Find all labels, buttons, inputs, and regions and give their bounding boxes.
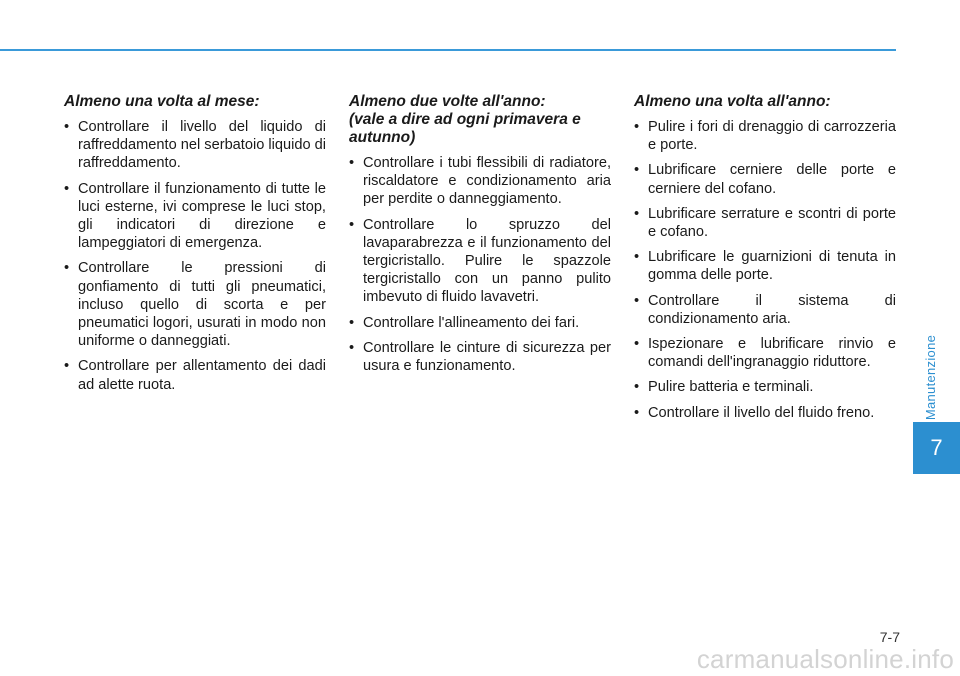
- checklist: [634, 118, 896, 422]
- list-item: • Controllare il sistema di condizionamento aria.: [634, 292, 896, 328]
- column-monthly: [64, 93, 326, 401]
- watermark: carmanualsonline.info: [696, 644, 954, 674]
- section-heading: Almeno una volta all'anno:: [634, 93, 831, 110]
- chapter-tab: [913, 422, 960, 474]
- section-side-label: [919, 330, 943, 424]
- checklist: [349, 154, 611, 375]
- list-item: • Controllare il funzionamento di tutte le luci esterne, ivi comprese le luci stop, gli indicatori di direzione e lampeggiatori di emergenza.: [64, 180, 326, 253]
- list-item: • Controllare per allentamento dei dadi ad alette ruota.: [64, 357, 326, 393]
- section-heading: Almeno due volte all'anno: (vale a dire ad ogni primavera e autunno): [349, 93, 581, 146]
- list-item: • Controllare i tubi flessibili di radiatore, riscaldatore e condizionamento aria per perdite o danneggiamento.: [349, 154, 611, 209]
- list-item: • Lubrificare serrature e scontri di porte e cofano.: [634, 205, 896, 241]
- list-item: • Controllare il livello del liquido di raffreddamento nel serbatoio liquido di raffreddamento.: [64, 118, 326, 173]
- list-item: • Ispezionare e lubrificare rinvio e comandi dell'ingranaggio riduttore.: [634, 335, 896, 371]
- page-number: 7-7: [879, 629, 900, 645]
- list-item: • Controllare lo spruzzo del lavaparabrezza e il funzionamento del tergicristallo. Pulire le spazzole tergicristallo con un panno pulito imbevuto di fluido lavavetri.: [349, 216, 611, 307]
- header-rule: [0, 49, 896, 51]
- section-heading: Almeno una volta al mese:: [64, 93, 260, 110]
- column-twice-yearly: [349, 93, 611, 382]
- list-item: • Controllare il livello del fluido freno.: [634, 404, 896, 422]
- chapter-number: 7: [930, 435, 943, 460]
- section-name: Manutenzione: [923, 334, 939, 420]
- checklist: [64, 118, 326, 394]
- list-item: • Lubrificare le guarnizioni di tenuta in gomma delle porte.: [634, 248, 896, 284]
- list-item: • Pulire i fori di drenaggio di carrozzeria e porte.: [634, 118, 896, 154]
- list-item: • Controllare le cinture di sicurezza per usura e funzionamento.: [349, 339, 611, 375]
- list-item: • Controllare le pressioni di gonfiamento di tutti gli pneumatici, incluso quello di scorta e per pneumatici logori, usurati in modo non uniforme o danneggiati.: [64, 259, 326, 350]
- list-item: • Lubrificare cerniere delle porte e cerniere del cofano.: [634, 161, 896, 197]
- list-item: • Pulire batteria e terminali.: [634, 378, 896, 396]
- list-item: • Controllare l'allineamento dei fari.: [349, 314, 611, 332]
- column-yearly: [634, 93, 896, 429]
